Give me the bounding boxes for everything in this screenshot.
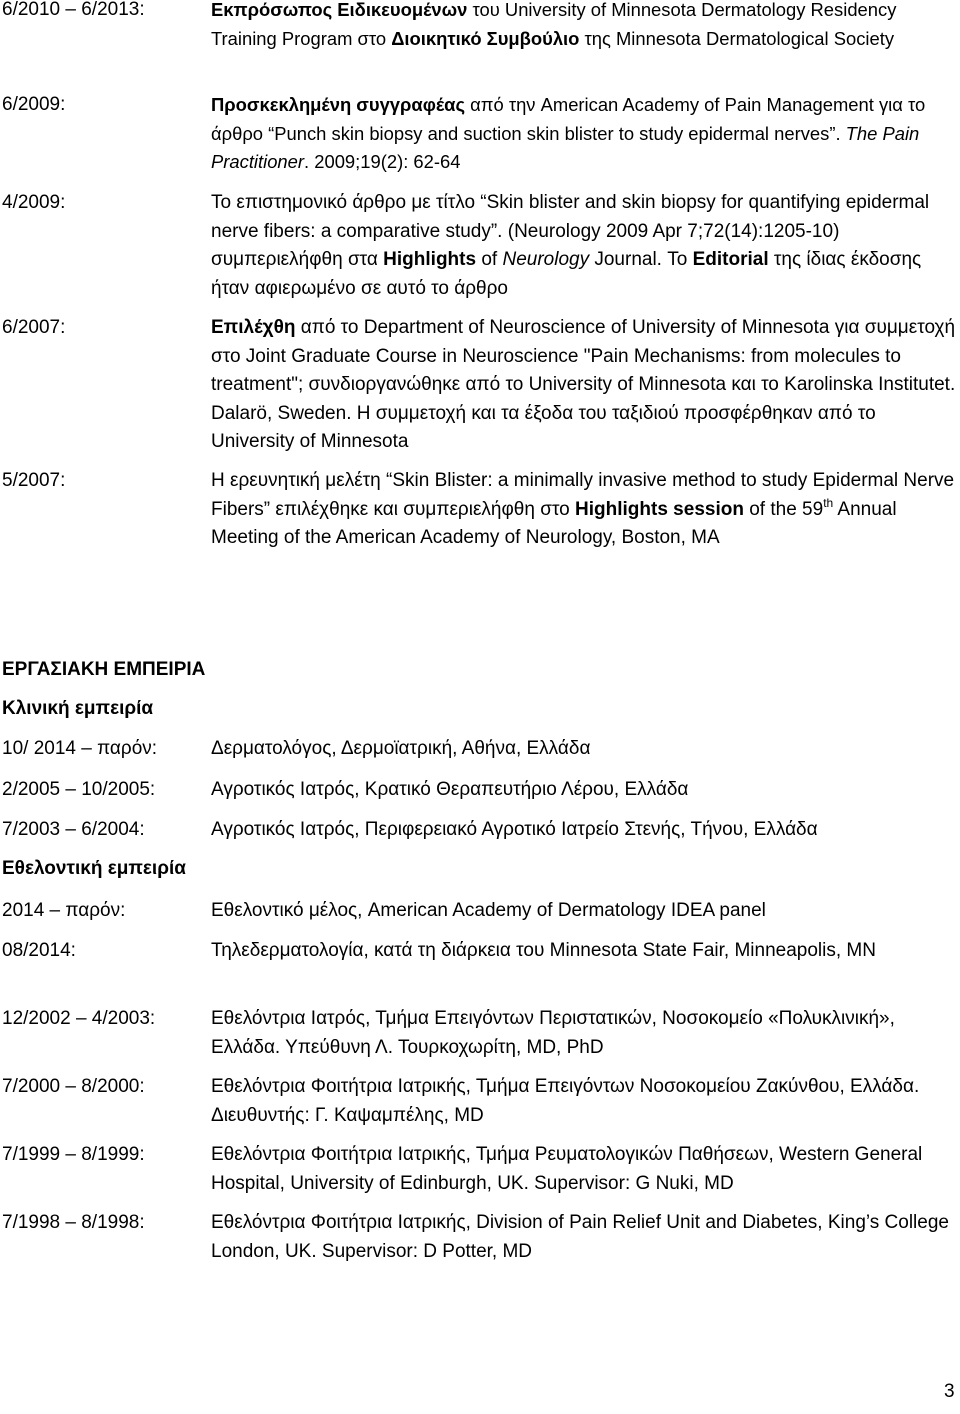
entry-date: 08/2014: [2, 940, 76, 961]
volunteer-heading: Εθελοντική εμπειρία [2, 858, 186, 879]
entry-date: 6/2010 – 6/2013: [2, 0, 145, 20]
clinical-heading: Κλινική εμπειρία [2, 698, 154, 719]
entry-date: 6/2009: [2, 94, 66, 115]
entry-text: Εθελόντρια Φοιτήτρια Ιατρικής, Τμήμα Επειγόντων Νοσοκομείου Ζακύνθου, Ελλάδα. Διευθυντής: Γ. Καψαμπέλης, MD [211, 1076, 920, 1126]
entry-date: 7/2000 – 8/2000: [2, 1076, 145, 1097]
entry-text: Επιλέχθη από το Department of Neuroscience of University of Minnesota για συμμετοχή στο Joint Graduate Course in Neuroscience "Pain Mechanisms: from molecules to treatment"; συνδιοργανώθηκε από το University of Minnesota και το Karolinska Institutet. Dalarö, Sweden. Η συμμετοχή και τα έξοδα του ταξιδιού προσφέρθηκαν από το University of Minnesota [211, 317, 956, 452]
entry-date: 5/2007: [2, 470, 66, 491]
entry-text: Εθελόντρια Φοιτήτρια Ιατρικής, Τμήμα Ρευματολογικών Παθήσεων, Western General Hospital, University of Edinburgh, UK. Supervisor: G Nuki, MD [211, 1144, 923, 1194]
entry-date: 12/2002 – 4/2003: [2, 1008, 156, 1029]
entry-date: 2014 – παρόν: [2, 900, 126, 921]
entry-text: Δερματολόγος, Δερμοϊατρική, Αθήνα, Ελλάδα [211, 738, 591, 759]
entry-date: 4/2009: [2, 192, 66, 213]
entry-text: Εθελοντικό μέλος, American Academy of Dermatology IDEA panel [211, 900, 766, 921]
entry-text: Αγροτικός Ιατρός, Περιφερειακό Αγροτικό Ιατρείο Στενής, Τήνου, Ελλάδα [211, 819, 818, 840]
entry-text: Εθελόντρια Φοιτήτρια Ιατρικής, Division of Pain Relief Unit and Diabetes, King’s College London, UK. Supervisor: D Potter, MD [211, 1212, 949, 1262]
entry-text: Εκπρόσωπος Ειδικευομένων του University of Minnesota Dermatology Residency Training Program στο Διοικητικό Συμβούλιο της Minnesota Dermatological Society [211, 0, 897, 49]
page-number: 3 [944, 1381, 955, 1402]
entry-text: Τηλεδερματολογία, κατά τη διάρκεια του Minnesota State Fair, Minneapolis, MN [211, 940, 876, 961]
entry-date: 6/2007: [2, 317, 66, 338]
entry-date: 7/1999 – 8/1999: [2, 1144, 145, 1165]
entry-text: Εθελόντρια Ιατρός, Τμήμα Επειγόντων Περιστατικών, Νοσοκομείο «Πολυκλινική», Ελλάδα. Υπεύθυνη Λ. Τουρκοχωρίτη, MD, PhD [211, 1008, 895, 1058]
entry-date: 7/2003 – 6/2004: [2, 819, 145, 840]
entry-text: Το επιστημονικό άρθρο με τίτλο “Skin blister and skin biopsy for quantifying epidermal nerve fibers: a comparative study”. (Neurology 2009 Apr 7;72(14):1205-10) συμπεριελήφθη στα Highlights of Neurology Journal. Το Editorial της ίδιας έκδοσης ήταν αφιερωμένο σε αυτό το άρθρο [211, 192, 930, 299]
entry-date: 2/2005 – 10/2005: [2, 779, 156, 800]
entry-date: 7/1998 – 8/1998: [2, 1212, 145, 1233]
entry-text: Η ερευνητική μελέτη “Skin Blister: a minimally invasive method to study Epidermal Nerve Fibers” επιλέχθηκε και συμπεριελήφθη στο Highlights session of the 59th Annual Meeting of the American Academy of Neurology, Boston, MA [211, 470, 955, 548]
entry-date: 10/ 2014 – παρόν: [2, 738, 158, 759]
entry-text: Αγροτικός Ιατρός, Κρατικό Θεραπευτήριο Λέρου, Ελλάδα [211, 779, 689, 800]
entry-text: Προσκεκλημένη συγγραφέας από την American Academy of Pain Management για το άρθρο “Punch skin biopsy and suction skin blister to study epidermal nerves”. The Pain Practitioner. 2009;19(2): 62-64 [211, 94, 926, 172]
section-title: ΕΡΓΑΣΙΑΚΗ ΕΜΠΕΙΡΙΑ [2, 659, 206, 680]
